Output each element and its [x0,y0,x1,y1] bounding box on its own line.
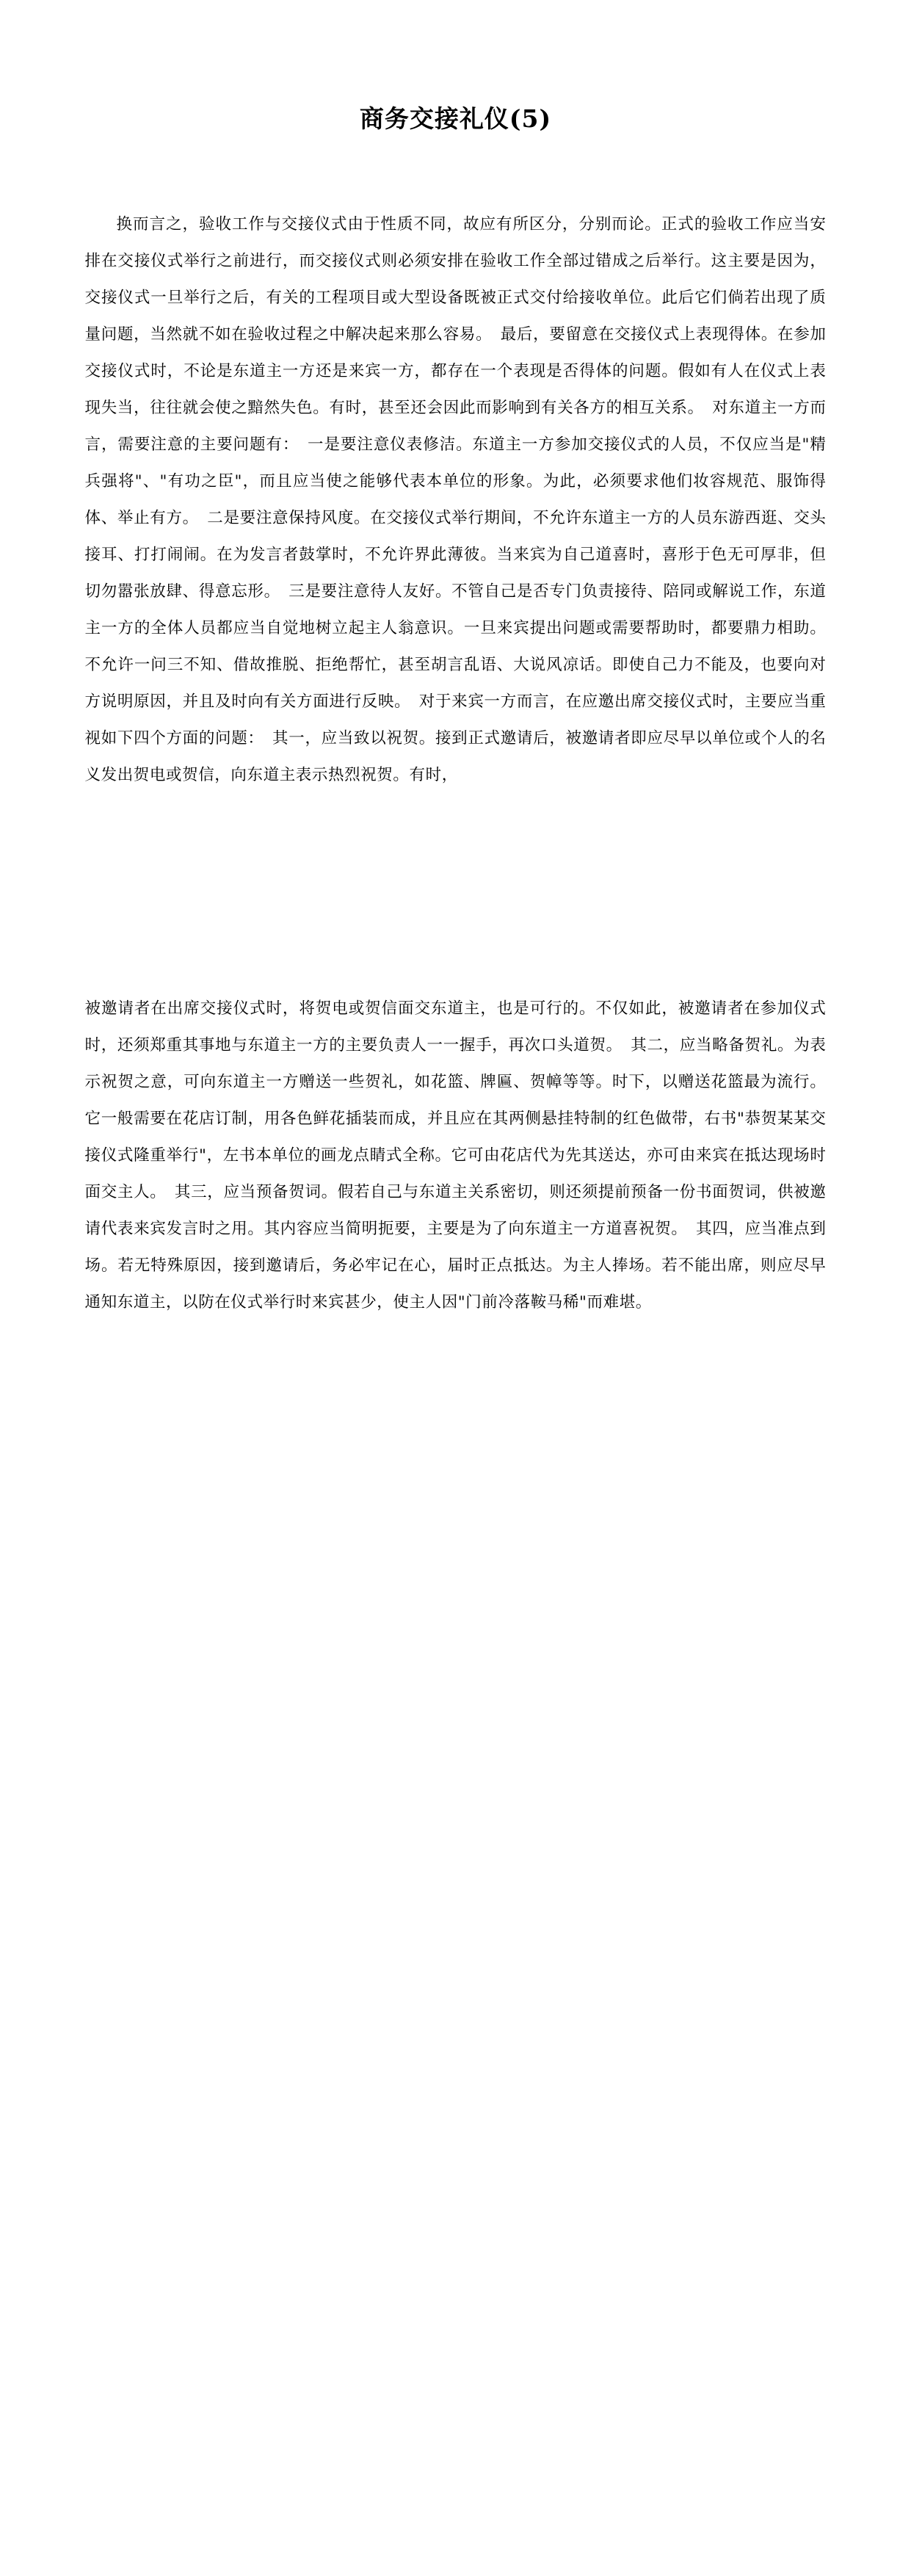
paragraph-gap [85,794,827,991]
page-title: 商务交接礼仪(5) [359,104,552,133]
page-bottom-margin [0,1321,911,2129]
paragraph: 被邀请者在出席交接仪式时，将贺电或贺信面交东道主，也是可行的。不仅如此，被邀请者在参加仪式时，还须郑重其事地与东道主一方的主要负责人一一握手，再次口头道贺。 其二，应当略备贺礼。为表示祝贺之意，可向东道主一方赠送一些贺礼，如花篮、牌匾、贺幛等等。时下，以赠送花篮最为流行。它一般需要在花店订制，用各色鲜花插装而成，并且应在其两侧悬挂特制的红色做带，右书"恭贺某某交接仪式隆重举行"，左书本单位的画龙点睛式全称。它可由花店代为先其送达，亦可由来宾在抵达现场时面交主人。 其三，应当预备贺词。假若自己与东道主关系密切，则还须提前预备一份书面贺词，供被邀请代表来宾发言时之用。其内容应当简明扼要，主要是为了向东道主一方道喜祝贺。 其四，应当准点到场。若无特殊原因，接到邀请后，务必牢记在心，届时正点抵达。为主人捧场。若不能出席，则应尽早通知东道主，以防在仪式举行时来宾甚少，使主人因"门前冷落鞍马稀"而难堪。 [84,999,827,1311]
document-body [85,206,827,1321]
paragraph: 换而言之，验收工作与交接仪式由于性质不同，故应有所区分，分别而论。正式的验收工作应当安排在交接仪式举行之前进行，而交接仪式则必须安排在验收工作全部过错成之后举行。这主要是因为，交接仪式一旦举行之后，有关的工程项目或大型设备既被正式交付给接收单位。此后它们倘若出现了质量问题，当然就不如在验收过程之中解决起来那么容易。 最后，要留意在交接仪式上表现得体。在参加交接仪式时，不论是东道主一方还是来宾一方，都存在一个表现是否得体的问题。假如有人在仪式上表现失当，往往就会使之黯然失色。有时，甚至还会因此而影响到有关各方的相互关系。 对东道主一方而言，需要注意的主要问题有： 一是要注意仪表修洁。东道主一方参加交接仪式的人员，不仅应当是"精兵强将"、"有功之臣"，而且应当使之能够代表本单位的形象。为此，必须要求他们妆容规范、服饰得体、举止有方。 二是要注意保持风度。在交接仪式举行期间，不允许东道主一方的人员东游西逛、交头接耳、打打闹闹。在为发言者鼓掌时，不允许界此薄彼。当来宾为自己道喜时，喜形于色无可厚非，但切勿嚣张放肆、得意忘形。 三是要注意待人友好。不管自己是否专门负责接待、陪同或解说工作，东道主一方的全体人员都应当自觉地树立起主人翁意识。一旦来宾提出问题或需要帮助时，都要鼎力相助。不允许一问三不知、借故推脱、拒绝帮忙，甚至胡言乱语、大说风凉话。即使自己力不能及，也要向对方说明原因，并且及时向有关方面进行反映。 对于来宾一方而言，在应邀出席交接仪式时，主要应当重视如下四个方面的问题： 其一，应当致以祝贺。接到正式邀请后，被邀请者即应尽早以单位或个人的名义发出贺电或贺信，向东道主表示热烈祝贺。有时， [84,215,827,784]
